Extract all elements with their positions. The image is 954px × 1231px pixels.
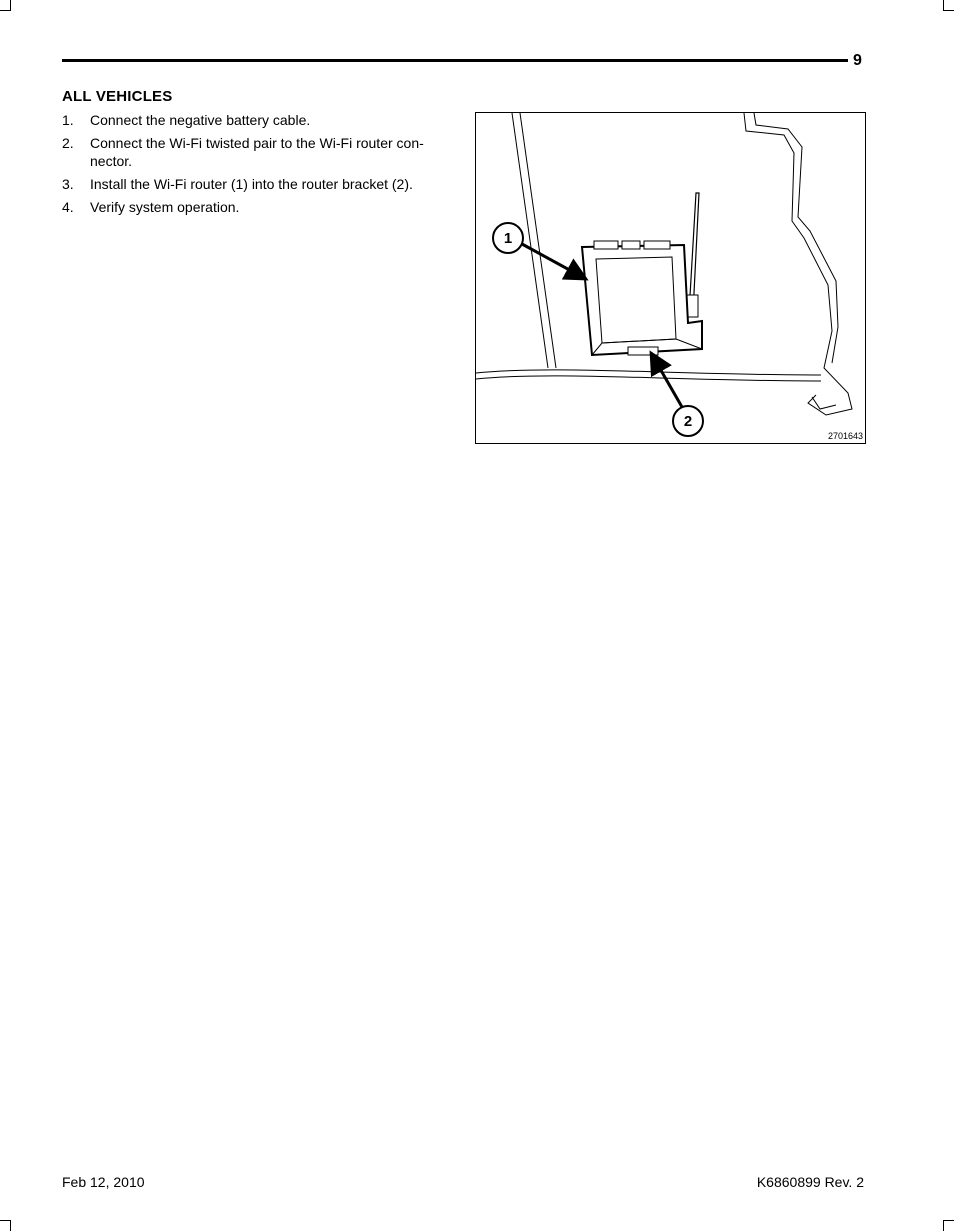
step-text: Connect the Wi-Fi twisted pair to the Wi-Fi router con-nector. xyxy=(90,135,424,169)
crop-mark-top-left xyxy=(0,0,11,11)
figure-id: 2701643 xyxy=(827,431,863,441)
step-item xyxy=(62,134,457,170)
step-item xyxy=(62,198,457,216)
step-text: Verify system operation. xyxy=(90,199,240,215)
callout-1-label: 1 xyxy=(503,230,513,247)
crop-mark-bottom-right xyxy=(943,1220,954,1231)
step-number: 3. xyxy=(62,176,74,192)
step-number: 1. xyxy=(62,112,74,128)
page-number: 9 xyxy=(853,52,862,69)
step-item xyxy=(62,175,457,193)
footer-doc-ref: K6860899 Rev. 2 xyxy=(756,1174,864,1190)
step-number: 2. xyxy=(62,135,74,151)
router-illustration xyxy=(476,113,866,444)
header-rule xyxy=(62,59,848,62)
step-number: 4. xyxy=(62,199,74,215)
instruction-steps xyxy=(62,111,457,221)
section-heading: ALL VEHICLES xyxy=(62,88,173,105)
step-item xyxy=(62,111,457,129)
router-installation-figure xyxy=(475,112,866,444)
crop-mark-bottom-left xyxy=(0,1220,11,1231)
step-text: Install the Wi-Fi router (1) into the router bracket (2). xyxy=(90,176,413,192)
footer-date: Feb 12, 2010 xyxy=(62,1174,145,1190)
callout-2-label: 2 xyxy=(683,413,693,430)
crop-mark-top-right xyxy=(943,0,954,11)
step-text: Connect the negative battery cable. xyxy=(90,112,311,128)
